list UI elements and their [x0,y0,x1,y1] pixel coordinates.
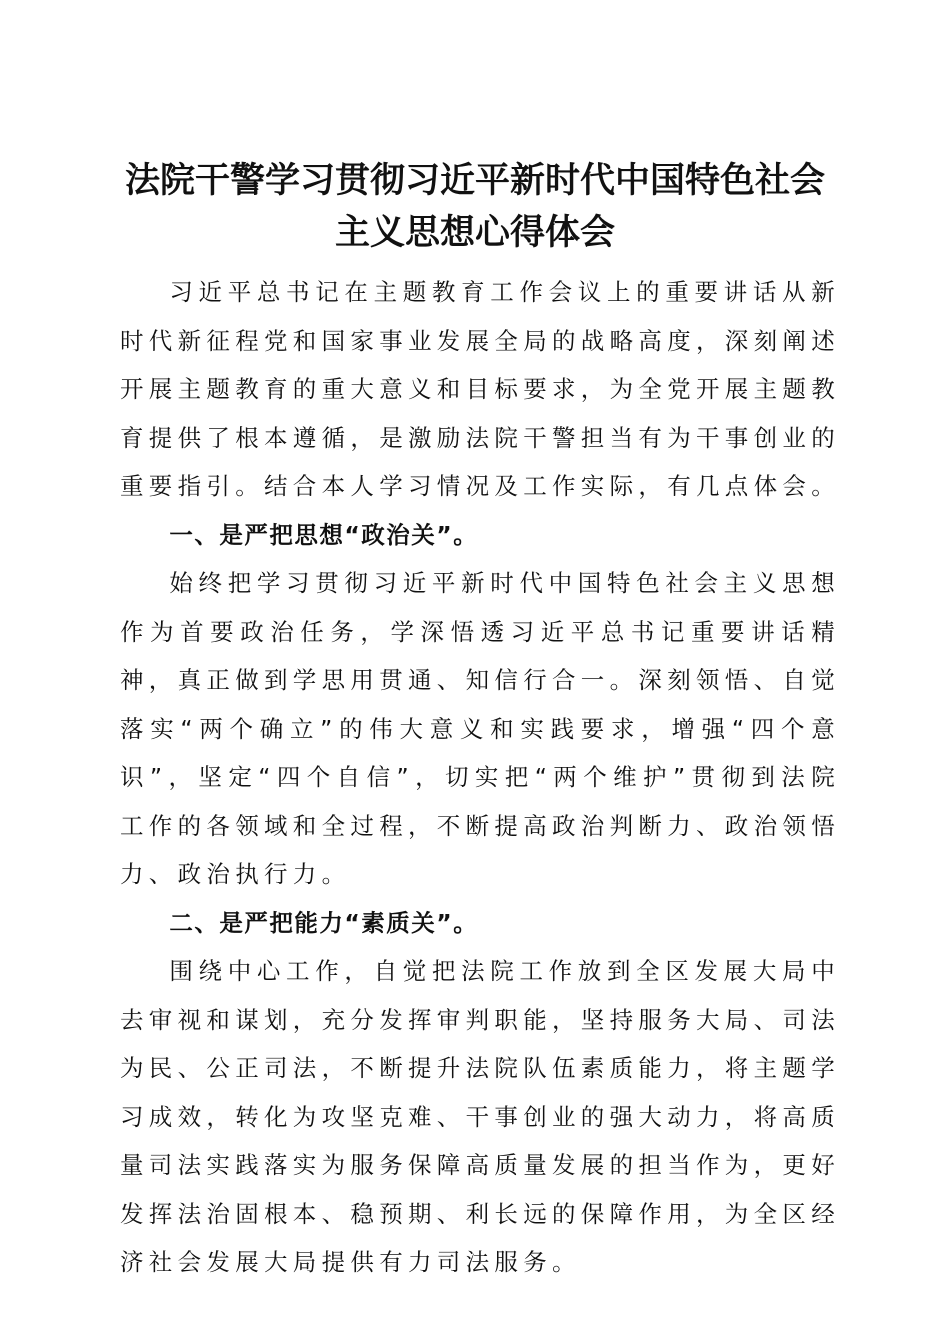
intro-paragraph: 习近平总书记在主题教育工作会议上的重要讲话从新时代新征程党和国家事业发展全局的战略高度，深刻阐述开展主题教育的重大意义和目标要求，为全党开展主题教育提供了根本遵循，是激励法院干警担当有为干事创业的重要指引。结合本人学习情况及工作实际，有几点体会。 [120,278,840,500]
section-2-heading: 二、是严把能力“素质关”。 [169,908,479,937]
document-body [120,268,840,1287]
section-1-heading: 一、是严把思想“政治关”。 [169,520,479,549]
section-2-paragraph: 围绕中心工作，自觉把法院工作放到全区发展大局中去审视和谋划，充分发挥审判职能，坚持服务大局、司法为民、公正司法，不断提升法院队伍素质能力，将主题学习成效，转化为攻坚克难、干事创业的强大动力，将高质量司法实践落实为服务保障高质量发展的担当作为，更好发挥法治固根本、稳预期、利长远的保障作用，为全区经济社会发展大局提供有力司法服务。 [120,957,840,1276]
section-1-paragraph: 始终把学习贯彻习近平新时代中国特色社会主义思想作为首要政治任务，学深悟透习近平总书记重要讲话精神，真正做到学思用贯通、知信行合一。深刻领悟、自觉落实“两个确立”的伟大意义和实践要求，增强“四个意识”，坚定“四个自信”，切实把“两个维护”贯彻到法院工作的各领域和全过程，不断提高政治判断力、政治领悟力、政治执行力。 [120,569,840,888]
title-line-1: 法院干警学习贯彻习近平新时代中国特色社会 [124,160,825,202]
document-title [0,155,950,259]
title-line-2: 主义思想心得体会 [334,212,615,254]
